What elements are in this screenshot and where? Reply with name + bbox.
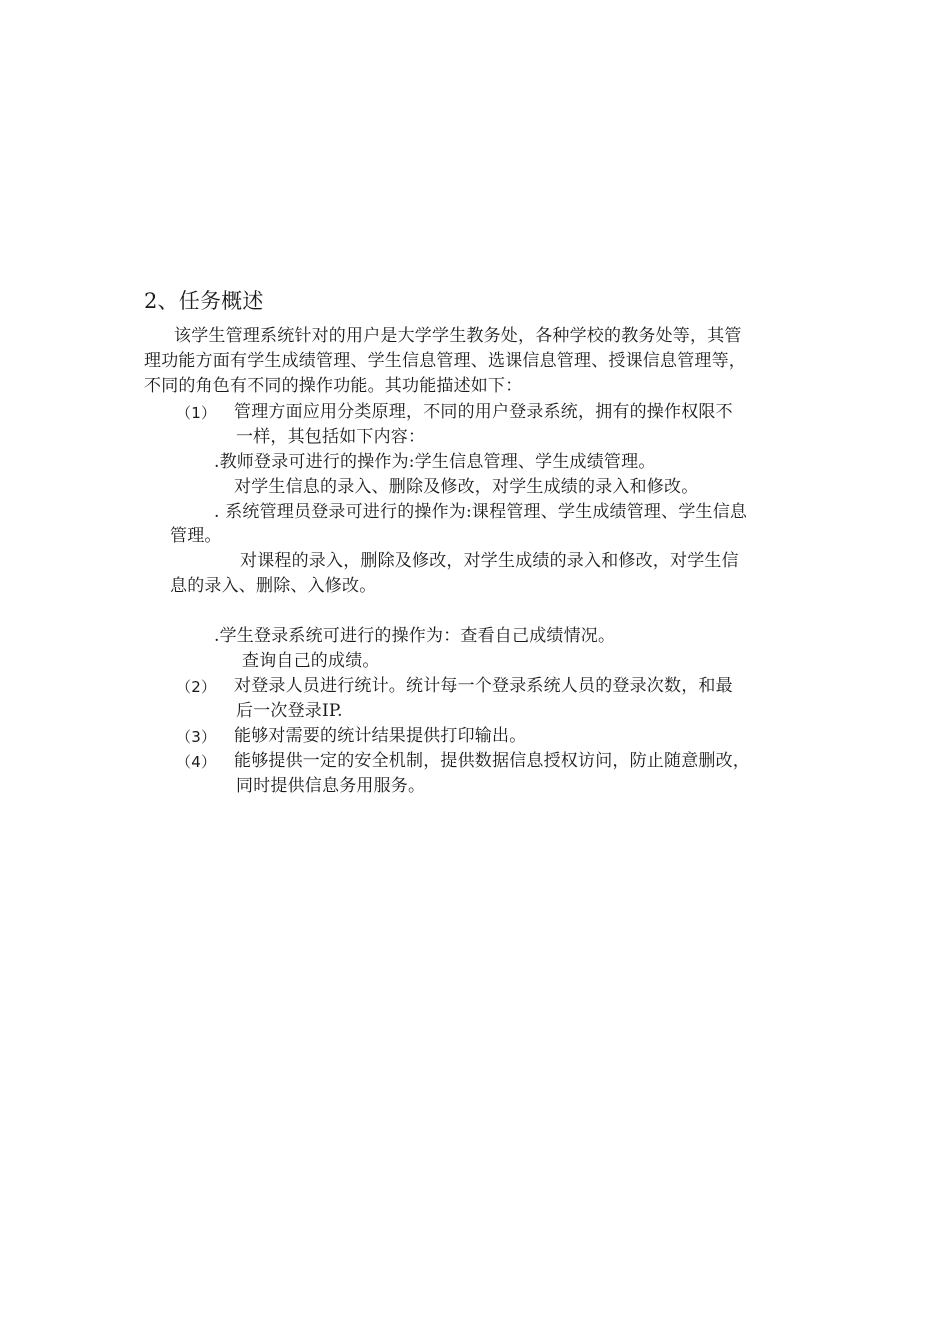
admin-role-desc-line-2: 息的录入、删除、入修改。	[170, 576, 377, 596]
item-1-line-2: 一样，其包括如下内容：	[236, 427, 426, 447]
item-4-number: （4）	[176, 753, 217, 771]
student-role-desc: 查询自己的成绩。	[242, 651, 380, 671]
teacher-role-desc: 对学生信息的录入、删除及修改，对学生成绩的录入和修改。	[234, 477, 699, 497]
item-1-line-1: 管理方面应用分类原理，不同的用户登录系统，拥有的操作权限不	[234, 402, 733, 422]
item-3-number: （3）	[176, 728, 217, 746]
student-role-title: .学生登录系统可进行的操作为：查看自己成绩情况。	[214, 626, 616, 646]
intro-line-3: 不同的角色有不同的操作功能。其功能描述如下：	[144, 376, 523, 396]
item-4-line-1: 能够提供一定的安全机制，提供数据信息授权访问，防止随意删改，	[234, 751, 750, 771]
item-2-line-2: 后一次登录IP.	[236, 701, 343, 721]
teacher-role-title: .教师登录可进行的操作为:学生信息管理、学生成绩管理。	[214, 452, 656, 472]
admin-role-title-line-1: . 系统管理员登录可进行的操作为:课程管理、学生成绩管理、学生信息	[214, 502, 748, 522]
intro-line-1: 该学生管理系统针对的用户是大学学生教务处，各种学校的教务处等，其管	[174, 326, 742, 346]
item-2-number: （2）	[176, 678, 217, 696]
section-title: 2、任务概述	[144, 289, 264, 313]
admin-role-title-line-2: 管理。	[170, 526, 222, 546]
item-2-line-1: 对登录人员进行统计。统计每一个登录系统人员的登录次数，和最	[234, 676, 733, 696]
item-1-number: （1）	[176, 404, 217, 422]
intro-line-2: 理功能方面有学生成绩管理、学生信息管理、选课信息管理、授课信息管理等，	[144, 351, 746, 371]
admin-role-desc-line-1: 对课程的录入，删除及修改，对学生成绩的录入和修改，对学生信	[240, 551, 739, 571]
item-4-line-2: 同时提供信息务用服务。	[236, 776, 426, 796]
item-3-line-1: 能够对需要的统计结果提供打印输出。	[234, 726, 527, 746]
